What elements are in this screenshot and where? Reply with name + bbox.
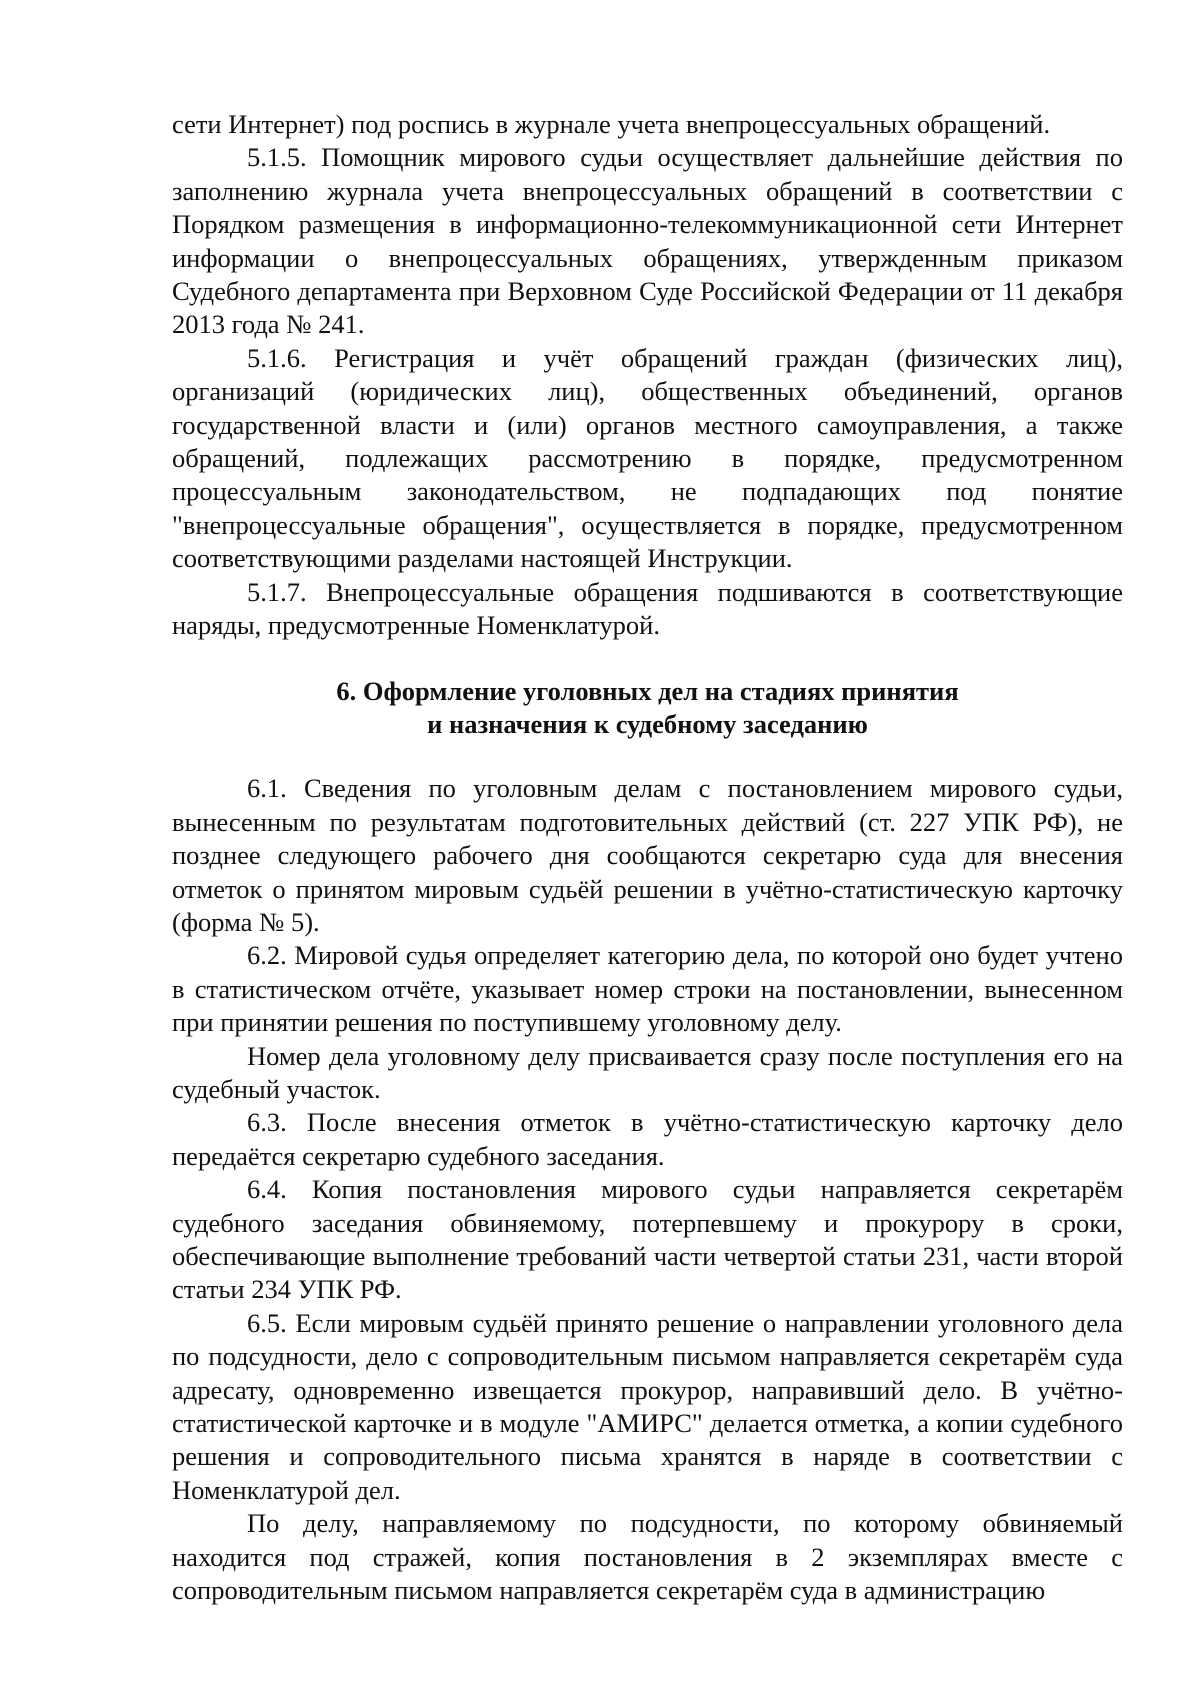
section-6-heading [172, 675, 1123, 742]
paragraph-6-2-case-number: Номер дела уголовному делу присваивается сразу после поступления его на судебный участок. [172, 1040, 1123, 1104]
intro-line: сети Интернет) под роспись в журнале учета внепроцессуальных обращений. [172, 109, 1051, 139]
paragraph-6-5: 6.5. Если мировым судьёй принято решение о направлении уголовного дела по подсудности, дело с сопроводительным письмом направляется секретарём суда адресату, одновременно извещается прокурор, направивший дело. В учётно-статистической карточке и в модуле "АМИРС" делается отметка, а копии судебного решения и сопроводительного письма хранятся в наряде в соответствии с Номенклатурой дел. [172, 1307, 1123, 1505]
section-6-heading-line-1: 6. Оформление уголовных дел на стадиях принятия [336, 675, 959, 706]
paragraph-6-5-custody: По делу, направляемому по подсудности, по которому обвиняемый находится под стражей, копия постановления в 2 экземплярах вместе с сопроводительным письмом направляется секретарём суда в администрацию [172, 1508, 1123, 1606]
paragraph-5-1-5: 5.1.5. Помощник мирового судьи осуществляет дальнейшие действия по заполнению журнала учета внепроцессуальных обращений в соответствии с Порядком размещения в информационно-телекоммуникационной сети Интернет информации о внепроцессуальных обращениях, утвержденным приказом Судебного департамента при Верховном Суде Российской Федерации от 11 декабря 2013 года № 241. [172, 142, 1123, 340]
paragraph-6-3: 6.3. После внесения отметок в учётно-статистическую карточку дело передаётся секретарю судебного заседания. [172, 1107, 1123, 1171]
document-page [172, 108, 1123, 1607]
paragraph-6-1: 6.1. Сведения по уголовным делам с постановлением мирового судьи, вынесенным по результатам подготовительных действий (ст. 227 УПК РФ), не позднее следующего рабочего дня сообщаются секретарю суда для внесения отметок о принятом мировым судьёй решении в учётно-статистическую карточку (форма № 5). [172, 773, 1123, 937]
paragraph-5-1-6: 5.1.6. Регистрация и учёт обращений граждан (физических лиц), организаций (юридических лиц), общественных объединений, органов государственной власти и (или) органов местного самоуправления, а также обращений, подлежащих рассмотрению в порядке, предусмотренном процессуальным законодательством, не подпадающих под понятие "внепроцессуальные обращения", осуществляется в порядке, предусмотренном соответствующими разделами настоящей Инструкции. [172, 342, 1123, 574]
paragraph-5-1-7: 5.1.7. Внепроцессуальные обращения подшиваются в соответствующие наряды, предусмотренные Номенклатурой. [172, 576, 1123, 641]
paragraph-6-4: 6.4. Копия постановления мирового судьи направляется секретарём судебного заседания обвиняемому, потерпевшему и прокурору в сроки, обеспечивающие выполнение требований части четвертой статьи 231, части второй статьи 234 УПК РФ. [172, 1174, 1123, 1305]
section-6-heading-line-2: и назначения к судебному заседанию [427, 708, 868, 739]
paragraph-6-2: 6.2. Мировой судья определяет категорию дела, по которой оно будет учтено в статистическом отчёте, указывает номер строки на постановлении, вынесенном при принятии решения по поступившему уголовному делу. [172, 940, 1123, 1038]
